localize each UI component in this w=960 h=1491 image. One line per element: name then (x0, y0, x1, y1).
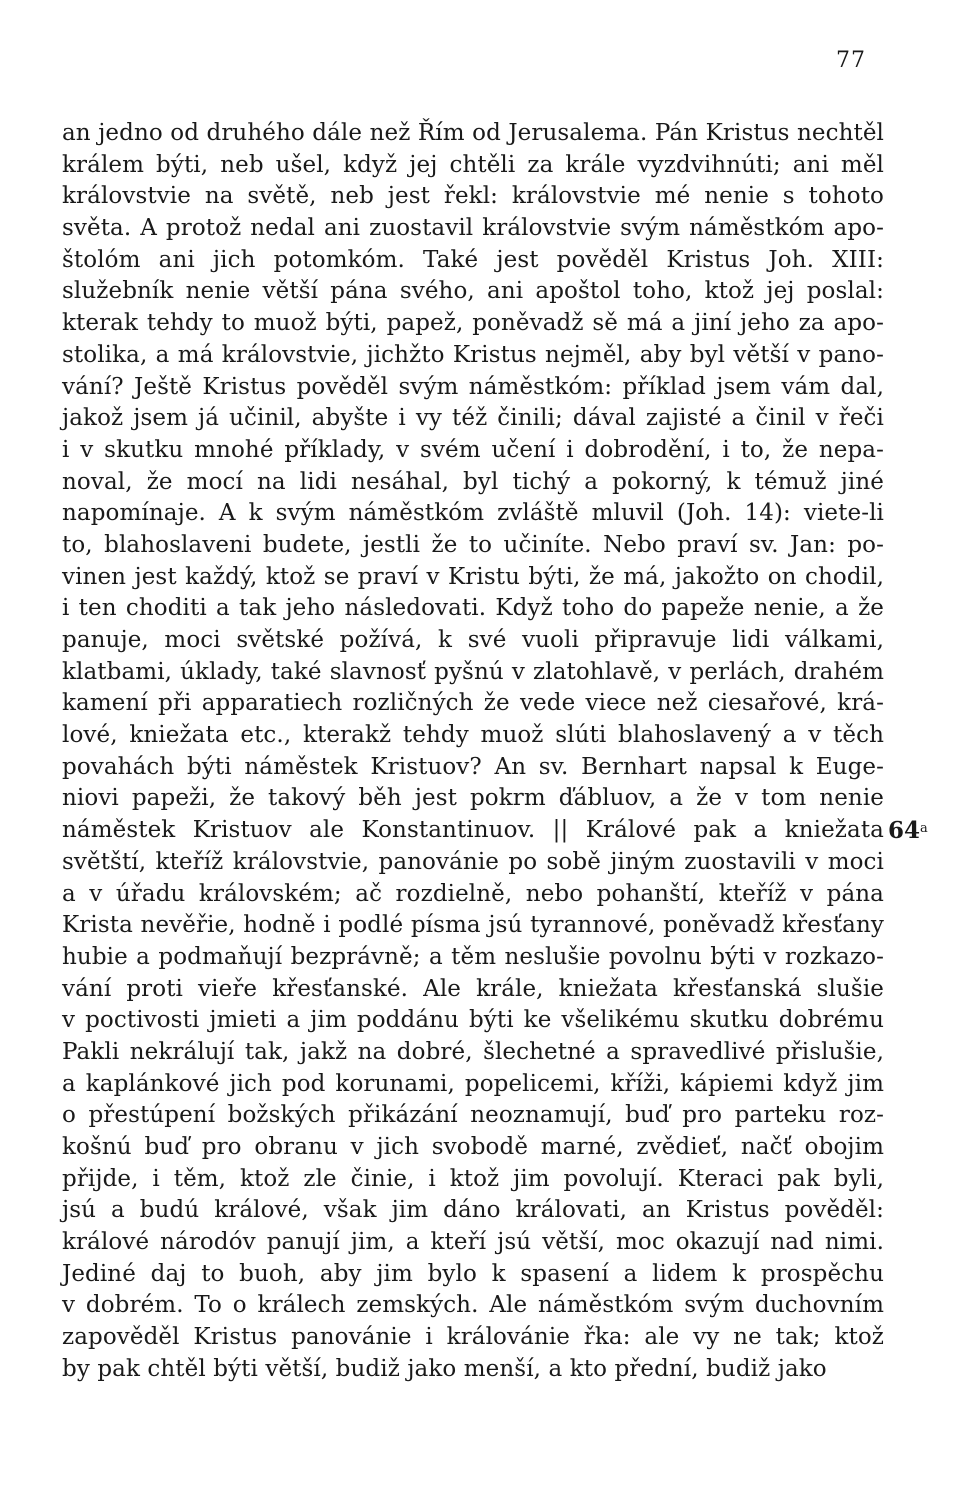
text-line: královstvie na světě, neb jest řekl: královstvie mé nenie s tohoto (62, 183, 884, 210)
text-line: niovi papeži, že takový běh jest pokrm ďábluov, a že v tom nenie (62, 785, 884, 812)
text-line: Jediné daj to buoh, aby jim bylo k spasení a lidem k prospěchu (62, 1260, 884, 1287)
text-line: kamení při apparatiech rozličných že vede viece než ciesařové, krá- (62, 690, 884, 717)
text-line: a kaplánkové jich pod korunami, popelicemi, kříži, kápiemi když jim (62, 1070, 884, 1097)
text-line: jakož jsem já učinil, abyšte i vy též činili; dával zajisté a činil v řeči (62, 405, 884, 432)
text-line: i v skutku mnohé příklady, v svém učení i dobrodění, i to, že nepa- (62, 436, 884, 463)
margin-folio-note (888, 815, 928, 847)
text-line: králové národóv panují jim, a kteří jsú větší, moc okazují nad nimi. (62, 1229, 884, 1256)
text-line: klatbami, úklady, také slavnosť pyšnú v zlatohlavě, v perlách, drahém (62, 658, 884, 685)
margin-folio-number: 64 (888, 817, 921, 844)
text-line: a v úřadu královském; ač rozdielně, nebo pohanští, kteříž v pána (62, 880, 884, 907)
text-line: panuje, moci světské požívá, k své vuoli připravuje lidi válkami, (62, 627, 884, 653)
text-line: Pakli nekrálují tak, jakž na dobré, šlechetné a spravedlivé přislušie, (62, 1038, 884, 1065)
body-text (62, 118, 884, 1386)
text-line: noval, že mocí na lidi nesáhal, byl tichý a pokorný, k témuž jiné (62, 468, 884, 495)
text-line: králem býti, neb ušel, když jej chtěli za krále vyzdvihnúti; ani měl (62, 151, 884, 178)
text-line: náměstek Kristuov ale Konstantinuov. || Králové pak a kniežata (62, 817, 884, 844)
text-line: i ten choditi a tak jeho následovati. Když toho do papeže nenie, a že (62, 595, 884, 622)
text-line: přijde, i těm, ktož zle činie, i ktož jim povolují. Kteraci pak byli, (62, 1165, 884, 1192)
text-line: světští, kteříž královstvie, panovánie po sobě jiným zuostavili v moci (62, 848, 884, 875)
text-line: košnú buď pro obranu v jich svobodě marné, zvědieť, načť obojim (62, 1134, 884, 1160)
text-line: povahách býti náměstek Kristuov? An sv. Bernhart napsal k Euge- (62, 753, 884, 780)
text-line: vinen jest každý, ktož se praví v Kristu býti, že má, jakožto on chodil, (62, 563, 884, 590)
text-line: o přestúpení božských přikázání neoznamují, buď pro parteku roz- (62, 1102, 884, 1129)
text-line: an jedno od druhého dále než Řím od Jerusalema. Pán Kristus nechtěl (62, 120, 884, 146)
text-line: napomínaje. A k svým náměstkóm zvláště mluvil (Joh. 14): viete-li (62, 500, 884, 527)
text-line: jsú a budú králové, však jim dáno královati, an Kristus pověděl: (62, 1197, 884, 1224)
text-line: služebník nenie větší pána svého, ani apoštol toho, ktož jej poslal: (62, 278, 884, 305)
text-line: vání? Ještě Kristus pověděl svým náměstkóm: příklad jsem vám dal, (62, 373, 884, 400)
text-line: hubie a podmaňují bezprávně; a těm neslušie povolnu býti v rozkazo- (62, 943, 884, 970)
text-line: štolóm ani jich potomkóm. Také jest pověděl Kristus Joh. XIII: (62, 246, 884, 273)
text-line: vání proti vieře křesťanské. Ale krále, kniežata křesťanská slušie (62, 975, 884, 1002)
text-line: světa. A protož nedal ani zuostavil královstvie svým náměstkóm apo- (62, 215, 884, 242)
text-line: lové, kniežata etc., kterakž tehdy muož slúti blahoslavený a v těch (62, 722, 884, 749)
text-line: v dobrém. To o králech zemských. Ale náměstkóm svým duchovním (62, 1292, 884, 1319)
text-line: to, blahoslaveni budete, jestli že to učiníte. Nebo praví sv. Jan: po- (62, 531, 884, 558)
text-line: zapověděl Kristus panovánie i královánie řka: ale vy ne tak; ktož (62, 1324, 884, 1351)
text-line: by pak chtěl býti větší, budiž jako menší, a kto přední, budiž jako (62, 1355, 827, 1382)
page-number: 77 (836, 48, 866, 73)
margin-folio-letter: a (920, 821, 928, 836)
text-line: kterak tehdy to muož býti, papež, poněvadž sě má a jiní jeho za apo- (62, 310, 884, 337)
text-line: v poctivosti jmieti a jim poddánu býti ke všelikému skutku dobrému (62, 1007, 884, 1034)
text-line: Krista nevěřie, hodně i podlé písma jsú tyrannové, poněvadž křesťany (62, 912, 884, 939)
text-line: stolika, a má královstvie, jichžto Kristus nejměl, aby byl větší v pano- (62, 341, 884, 368)
